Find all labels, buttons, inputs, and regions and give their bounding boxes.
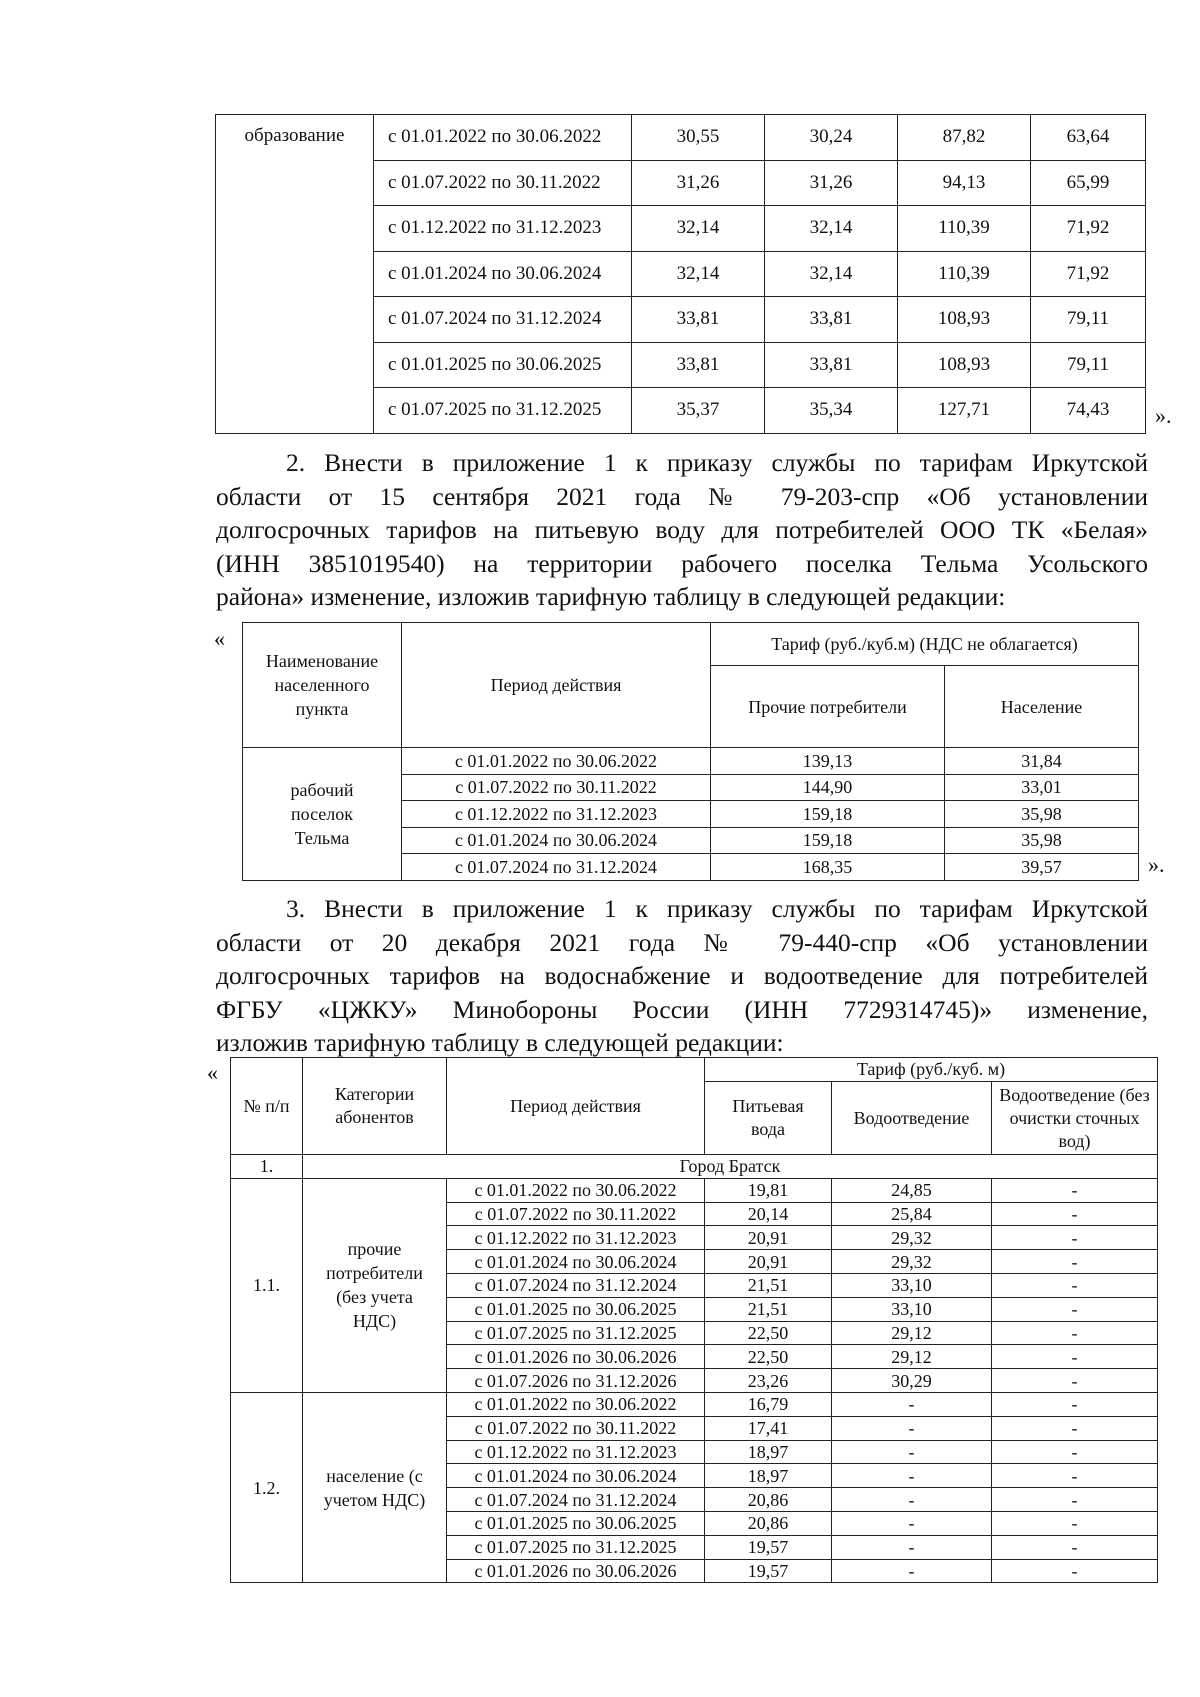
sewerage-no-cleaning-value: - [992,1440,1158,1464]
paragraph-2-line: района» изменение, изложив тарифную таблицу в следующей редакции: [216,582,1006,611]
paragraph-2-line: (ИНН 3851019540) на территории рабочего поселка Тельма Усольского [216,548,1148,578]
period-cell: с 01.07.2025 по 31.12.2025 [447,1535,705,1559]
period-cell: с 01.01.2025 по 30.06.2025 [374,342,632,388]
sewerage-value: - [832,1416,992,1440]
sewerage-no-cleaning-value: - [992,1273,1158,1297]
tariff-table-2 [242,622,1139,881]
city-number: 1. [231,1155,303,1179]
population-value: 39,57 [945,854,1139,881]
sewerage-no-cleaning-value: - [992,1178,1158,1202]
tariff-value-cell: 32,14 [632,251,765,297]
sewerage-no-cleaning-value: - [992,1488,1158,1512]
period-cell: с 01.01.2022 по 30.06.2022 [402,748,711,775]
tariff-value-cell: 33,81 [632,297,765,343]
drinking-water-value: 20,86 [705,1511,832,1535]
drinking-water-value: 19,57 [705,1559,832,1583]
tariff-value-cell: 30,24 [765,115,898,161]
tariff-table-3 [230,1057,1158,1583]
drinking-water-value: 22,50 [705,1321,832,1345]
other-consumers-value: 159,18 [711,801,945,828]
sewerage-no-cleaning-value: - [992,1559,1158,1583]
period-cell: с 01.07.2024 по 31.12.2024 [402,854,711,881]
tariff-value-cell: 35,37 [632,388,765,434]
header-sewerage: Водоотведение [832,1082,992,1155]
header-population: Население [945,666,1139,748]
period-cell: с 01.01.2024 по 30.06.2024 [447,1250,705,1274]
table-3-open-quote: « [207,1060,218,1085]
period-cell: с 01.07.2022 по 30.11.2022 [374,160,632,206]
paragraph-3 [216,892,1148,1060]
paragraph-3-line: области от 20 декабря 2021 года № 79-440-спр «Об установлении [216,927,1148,957]
sewerage-value: 33,10 [832,1297,992,1321]
tariff-value-cell: 32,14 [632,206,765,252]
tariff-value-cell: 31,26 [765,160,898,206]
tariff-value-cell: 94,13 [898,160,1031,206]
category-label: образование [216,115,374,434]
tariff-value-cell: 71,92 [1031,206,1146,252]
tariff-value-cell: 30,55 [632,115,765,161]
group-category: население (с учетом НДС) [303,1392,447,1582]
other-consumers-value: 139,13 [711,748,945,775]
drinking-water-value: 19,57 [705,1535,832,1559]
sewerage-value: 24,85 [832,1178,992,1202]
period-cell: с 01.01.2024 по 30.06.2024 [374,251,632,297]
table-2-close-quote: ». [1148,852,1165,877]
table-row [231,1178,1158,1202]
paragraph-3-line: ФГБУ «ЦЖКУ» Минобороны России (ИНН 7729314745)» изменение, [216,994,1148,1024]
drinking-water-value: 16,79 [705,1392,832,1416]
period-cell: с 01.01.2025 по 30.06.2025 [447,1297,705,1321]
period-cell: с 01.07.2024 по 31.12.2024 [447,1488,705,1512]
header-category: Категории абонентов [303,1058,447,1155]
period-cell: с 01.01.2024 по 30.06.2024 [447,1464,705,1488]
tariff-value-cell: 35,34 [765,388,898,434]
population-value: 35,98 [945,827,1139,854]
tariff-value-cell: 108,93 [898,297,1031,343]
sewerage-no-cleaning-value: - [992,1297,1158,1321]
tariff-table-1 [215,114,1146,434]
sewerage-value: 30,29 [832,1369,992,1393]
period-cell: с 01.01.2022 по 30.06.2022 [447,1392,705,1416]
paragraph-2-line: 2. Внести в приложение 1 к приказу службы по тарифам Иркутской [286,448,1148,477]
tariff-value-cell: 32,14 [765,206,898,252]
period-cell: с 01.01.2026 по 30.06.2026 [447,1345,705,1369]
drinking-water-value: 18,97 [705,1440,832,1464]
header-tariff: Тариф (руб./куб.м) (НДС не облагается) [711,623,1139,666]
table-2-open-quote: « [214,626,225,651]
group-category: прочие потребители (без учета НДС) [303,1178,447,1392]
tariff-value-cell: 32,14 [765,251,898,297]
period-cell: с 01.12.2022 по 31.12.2023 [374,206,632,252]
sewerage-value: - [832,1559,992,1583]
other-consumers-value: 168,35 [711,854,945,881]
tariff-value-cell: 87,82 [898,115,1031,161]
city-name: Город Братск [303,1155,1158,1179]
drinking-water-value: 19,81 [705,1178,832,1202]
header-drinking-water: Питьевая вода [705,1082,832,1155]
period-cell: с 01.01.2025 по 30.06.2025 [447,1511,705,1535]
sewerage-no-cleaning-value: - [992,1202,1158,1226]
sewerage-no-cleaning-value: - [992,1416,1158,1440]
group-number: 1.1. [231,1178,303,1392]
tariff-value-cell: 79,11 [1031,342,1146,388]
tariff-value-cell: 33,81 [632,342,765,388]
tariff-value-cell: 33,81 [765,297,898,343]
table-row [216,115,1146,161]
sewerage-value: - [832,1488,992,1512]
sewerage-value: - [832,1535,992,1559]
period-cell: с 01.12.2022 по 31.12.2023 [402,801,711,828]
period-cell: с 01.07.2024 по 31.12.2024 [374,297,632,343]
sewerage-value: 29,12 [832,1345,992,1369]
period-cell: с 01.07.2025 по 31.12.2025 [447,1321,705,1345]
population-value: 33,01 [945,774,1139,801]
tariff-value-cell: 33,81 [765,342,898,388]
table-row [231,1392,1158,1416]
tariff-value-cell: 110,39 [898,251,1031,297]
period-cell: с 01.07.2026 по 31.12.2026 [447,1369,705,1393]
tariff-value-cell: 65,99 [1031,160,1146,206]
population-value: 31,84 [945,748,1139,775]
period-cell: с 01.01.2026 по 30.06.2026 [447,1559,705,1583]
drinking-water-value: 20,86 [705,1488,832,1512]
sewerage-value: - [832,1511,992,1535]
sewerage-no-cleaning-value: - [992,1226,1158,1250]
tariff-value-cell: 31,26 [632,160,765,206]
paragraph-2 [216,446,1148,614]
sewerage-no-cleaning-value: - [992,1250,1158,1274]
drinking-water-value: 22,50 [705,1345,832,1369]
drinking-water-value: 17,41 [705,1416,832,1440]
header-num: № п/п [231,1058,303,1155]
tariff-value-cell: 71,92 [1031,251,1146,297]
population-value: 35,98 [945,801,1139,828]
drinking-water-value: 21,51 [705,1273,832,1297]
period-cell: с 01.07.2024 по 31.12.2024 [447,1273,705,1297]
paragraph-2-line: области от 15 сентября 2021 года № 79-203-спр «Об установлении [216,481,1148,511]
period-cell: с 01.01.2022 по 30.06.2022 [374,115,632,161]
sewerage-no-cleaning-value: - [992,1535,1158,1559]
table-1-close-quote: ». [1155,403,1172,428]
sewerage-no-cleaning-value: - [992,1511,1158,1535]
period-cell: с 01.07.2022 по 30.11.2022 [447,1416,705,1440]
sewerage-value: - [832,1464,992,1488]
tariff-value-cell: 110,39 [898,206,1031,252]
drinking-water-value: 18,97 [705,1464,832,1488]
period-cell: с 01.01.2024 по 30.06.2024 [402,827,711,854]
sewerage-value: - [832,1392,992,1416]
sewerage-value: 25,84 [832,1202,992,1226]
period-cell: с 01.12.2022 по 31.12.2023 [447,1440,705,1464]
paragraph-3-line: 3. Внести в приложение 1 к приказу службы по тарифам Иркутской [286,894,1148,923]
header-period: Период действия [447,1058,705,1155]
other-consumers-value: 144,90 [711,774,945,801]
header-place-name: Наименование населенного пункта [243,623,402,748]
sewerage-value: 29,12 [832,1321,992,1345]
paragraph-3-line: долгосрочных тарифов на водоснабжение и водоотведение для потребителей [216,961,1148,990]
sewerage-no-cleaning-value: - [992,1369,1158,1393]
table-row [243,748,1139,775]
place-name: рабочий поселок Тельма [243,748,402,881]
sewerage-no-cleaning-value: - [992,1392,1158,1416]
header-other-consumers: Прочие потребители [711,666,945,748]
header-tariff: Тариф (руб./куб. м) [705,1058,1158,1082]
sewerage-no-cleaning-value: - [992,1464,1158,1488]
sewerage-value: 29,32 [832,1226,992,1250]
tariff-value-cell: 127,71 [898,388,1031,434]
sewerage-value: 29,32 [832,1250,992,1274]
sewerage-no-cleaning-value: - [992,1321,1158,1345]
drinking-water-value: 23,26 [705,1369,832,1393]
other-consumers-value: 159,18 [711,827,945,854]
header-period: Период действия [402,623,711,748]
drinking-water-value: 20,91 [705,1250,832,1274]
paragraph-2-line: долгосрочных тарифов на питьевую воду для потребителей ООО ТК «Белая» [216,515,1148,544]
tariff-value-cell: 108,93 [898,342,1031,388]
period-cell: с 01.01.2022 по 30.06.2022 [447,1178,705,1202]
group-number: 1.2. [231,1392,303,1582]
period-cell: с 01.07.2022 по 30.11.2022 [402,774,711,801]
period-cell: с 01.07.2025 по 31.12.2025 [374,388,632,434]
drinking-water-value: 20,14 [705,1202,832,1226]
sewerage-value: 33,10 [832,1273,992,1297]
sewerage-value: - [832,1440,992,1464]
drinking-water-value: 20,91 [705,1226,832,1250]
header-sewerage-no-cleaning: Водоотведение (без очистки сточных вод) [992,1082,1158,1155]
paragraph-3-line: изложив тарифную таблицу в следующей редакции: [216,1028,784,1057]
period-cell: с 01.12.2022 по 31.12.2023 [447,1226,705,1250]
tariff-value-cell: 74,43 [1031,388,1146,434]
sewerage-no-cleaning-value: - [992,1345,1158,1369]
drinking-water-value: 21,51 [705,1297,832,1321]
tariff-value-cell: 79,11 [1031,297,1146,343]
period-cell: с 01.07.2022 по 30.11.2022 [447,1202,705,1226]
tariff-value-cell: 63,64 [1031,115,1146,161]
